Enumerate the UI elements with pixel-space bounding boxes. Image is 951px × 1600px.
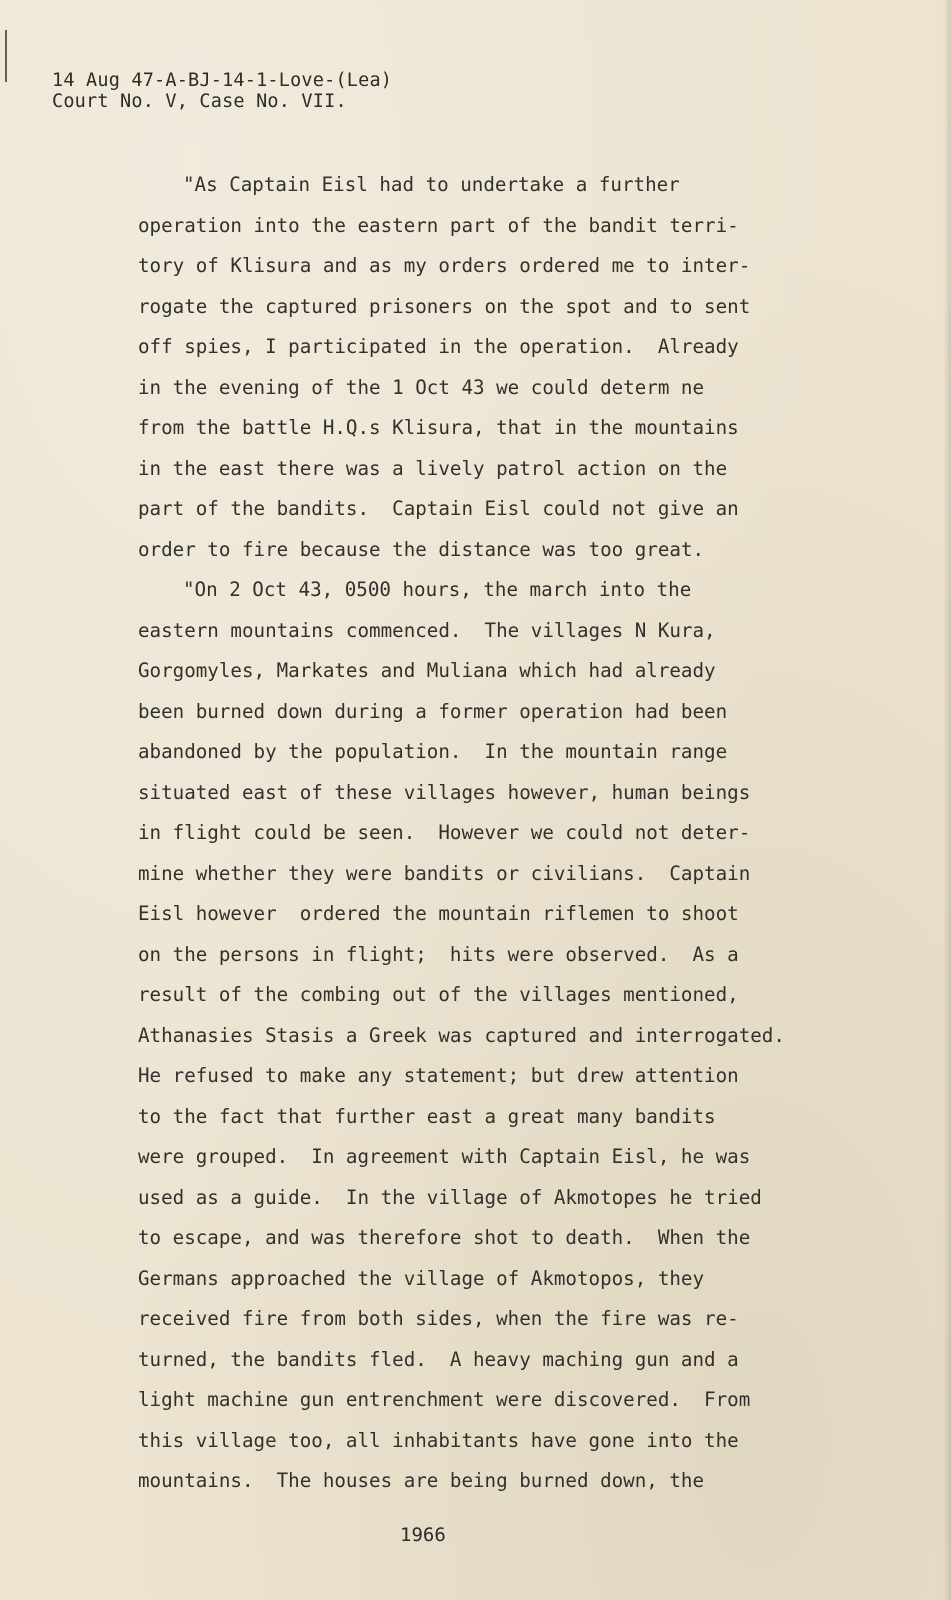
text-line: used as a guide. In the village of Akmotopes he tried xyxy=(138,1185,762,1209)
text-line: order to fire because the distance was too great. xyxy=(138,537,705,561)
text-line: been burned down during a former operation had been xyxy=(138,699,728,723)
text-line: from the battle H.Q.s Klisura, that in the mountains xyxy=(138,416,739,439)
text-line: on the persons in flight; hits were observed. As a xyxy=(138,942,739,966)
text-line: this village too, all inhabitants have gone into the xyxy=(138,1428,739,1452)
document-header xyxy=(52,70,392,112)
text-line: turned, the bandits fled. A heavy maching gun and a xyxy=(138,1347,739,1371)
text-line: to escape, and was therefore shot to death. When the xyxy=(138,1226,751,1249)
text-line: in the east there was a lively patrol action on the xyxy=(138,456,728,480)
text-line: received fire from both sides, when the fire was re- xyxy=(138,1307,739,1330)
text-line: Athanasies Stasis a Greek was captured and interrogated. xyxy=(138,1023,785,1047)
text-line: to the fact that further east a great many bandits xyxy=(138,1104,716,1128)
text-line: off spies, I participated in the operation. Already xyxy=(138,335,739,358)
text-line: "As Captain Eisl had to undertake a further xyxy=(183,173,680,196)
page-number: 1966 xyxy=(400,1524,446,1546)
testimony-body xyxy=(138,165,838,1502)
text-line: in flight could be seen. However we could not deter- xyxy=(138,821,751,844)
margin-mark xyxy=(5,30,7,82)
text-line: Eisl however ordered the mountain riflemen to shoot xyxy=(138,902,739,925)
text-line: result of the combing out of the villages mentioned, xyxy=(138,983,739,1006)
text-line: in the evening of the 1 Oct 43 we could determ ne xyxy=(138,375,705,399)
header-court-line: Court No. V, Case No. VII. xyxy=(52,91,347,112)
text-line: light machine gun entrenchment were discovered. From xyxy=(138,1388,751,1411)
text-line: He refused to make any statement; but drew attention xyxy=(138,1064,739,1087)
page-edge-shadow xyxy=(943,0,951,1600)
text-line: were grouped. In agreement with Captain Eisl, he was xyxy=(138,1145,751,1168)
text-line: part of the bandits. Captain Eisl could not give an xyxy=(138,497,739,520)
text-line: situated east of these villages however, human beings xyxy=(138,780,751,804)
text-line: mountains. The houses are being burned down, the xyxy=(138,1469,705,1492)
text-line: operation into the eastern part of the bandit terri- xyxy=(138,213,739,237)
header-reference-line: 14 Aug 47-A-BJ-14-1-Love-(Lea) xyxy=(52,70,393,91)
text-line: "On 2 Oct 43, 0500 hours, the march into the xyxy=(183,578,692,601)
text-line: mine whether they were bandits or civilians. Captain xyxy=(138,861,751,885)
text-line: rogate the captured prisoners on the spot and to sent xyxy=(138,294,751,318)
text-line: tory of Klisura and as my orders ordered me to inter- xyxy=(138,254,751,277)
text-line: eastern mountains commenced. The villages N Kura, xyxy=(138,618,716,642)
text-line: Germans approached the village of Akmotopos, they xyxy=(138,1266,705,1290)
text-line: Gorgomyles, Markates and Muliana which had already xyxy=(138,659,716,682)
text-line: abandoned by the population. In the mountain range xyxy=(138,740,728,763)
